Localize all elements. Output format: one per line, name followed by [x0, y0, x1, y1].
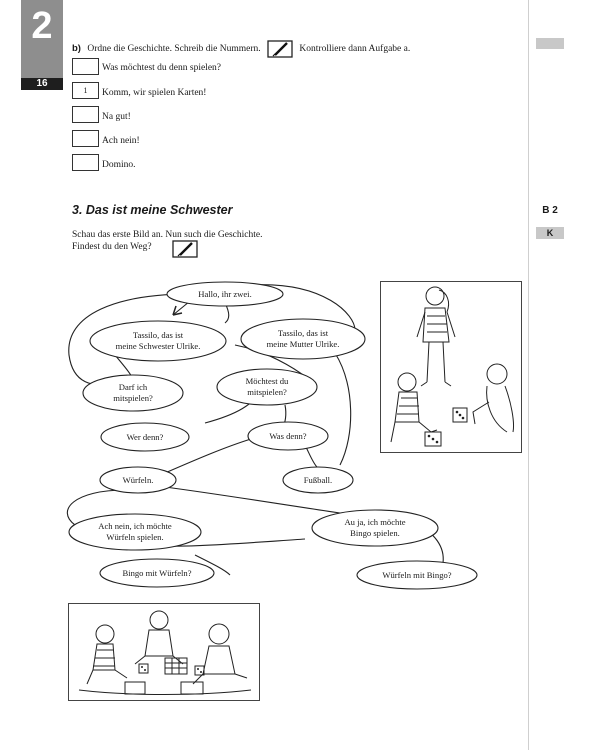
margin-badge: K: [536, 227, 564, 239]
bubble-text: Tassilo, das ist: [132, 330, 184, 340]
bubble-text: Würfeln mit Bingo?: [382, 570, 452, 580]
bubble-text: Darf ich: [118, 382, 148, 392]
number-input-3[interactable]: [72, 106, 99, 123]
number-input-1[interactable]: [72, 58, 99, 75]
bubble-text: Wer denn?: [126, 432, 164, 442]
bubble-text: Au ja, ich möchte: [344, 517, 406, 527]
instruction-line-1: Schau das erste Bild an. Nun such die Geschichte.: [72, 230, 263, 240]
margin-divider: [528, 0, 529, 750]
list-item: Domino.: [102, 160, 136, 170]
list-item: Was möchtest du denn spielen?: [102, 63, 222, 73]
task-b-text: Ordne die Geschichte. Schreib die Nummern.: [87, 44, 261, 55]
bubble-text: mitspielen?: [247, 387, 287, 397]
bubble-text: Bingo spielen.: [350, 528, 400, 538]
bubble-text: Was denn?: [269, 431, 307, 441]
illustration-bottom-picture: [68, 603, 260, 701]
bubble-text: Möchtest du: [245, 376, 289, 386]
list-item: Ach nein!: [102, 136, 140, 146]
task-b-text-after: Kontrolliere dann Aufgabe a.: [299, 44, 411, 55]
pencil-icon: [267, 40, 293, 58]
page-number: 16: [36, 78, 48, 89]
list-item: Komm, wir spielen Karten!: [102, 88, 207, 98]
bubble-text: Würfeln.: [122, 475, 154, 485]
margin-code: B 2: [542, 205, 558, 216]
pencil-icon: [172, 240, 198, 263]
number-input-5[interactable]: [72, 154, 99, 171]
chapter-number: 2: [31, 5, 53, 47]
illustration-first-picture: [380, 281, 522, 453]
margin-marker: [536, 38, 564, 49]
bubble-text: Bingo mit Würfeln?: [122, 568, 192, 578]
bubble-text: Fußball.: [303, 475, 333, 485]
number-input-2[interactable]: 1: [72, 82, 99, 99]
list-item: Na gut!: [102, 112, 131, 122]
bubble-text: meine Schwester Ulrike.: [115, 341, 201, 351]
section-title: 3. Das ist meine Schwester: [72, 203, 233, 217]
bubble-text: Tassilo, das ist: [277, 328, 329, 338]
bubble-text: mitspielen?: [113, 393, 153, 403]
number-input-4[interactable]: [72, 130, 99, 147]
task-b-label: b): [72, 43, 81, 55]
bubble-text: Würfeln spielen.: [106, 532, 164, 542]
bubble-text: meine Mutter Ulrike.: [266, 339, 340, 349]
instruction-line-2: Findest du den Weg?: [72, 242, 152, 252]
task-b-instruction: [72, 40, 410, 58]
bubble-text: Ach nein, ich möchte: [98, 521, 172, 531]
bubble-text: Hallo, ihr zwei.: [198, 289, 252, 299]
